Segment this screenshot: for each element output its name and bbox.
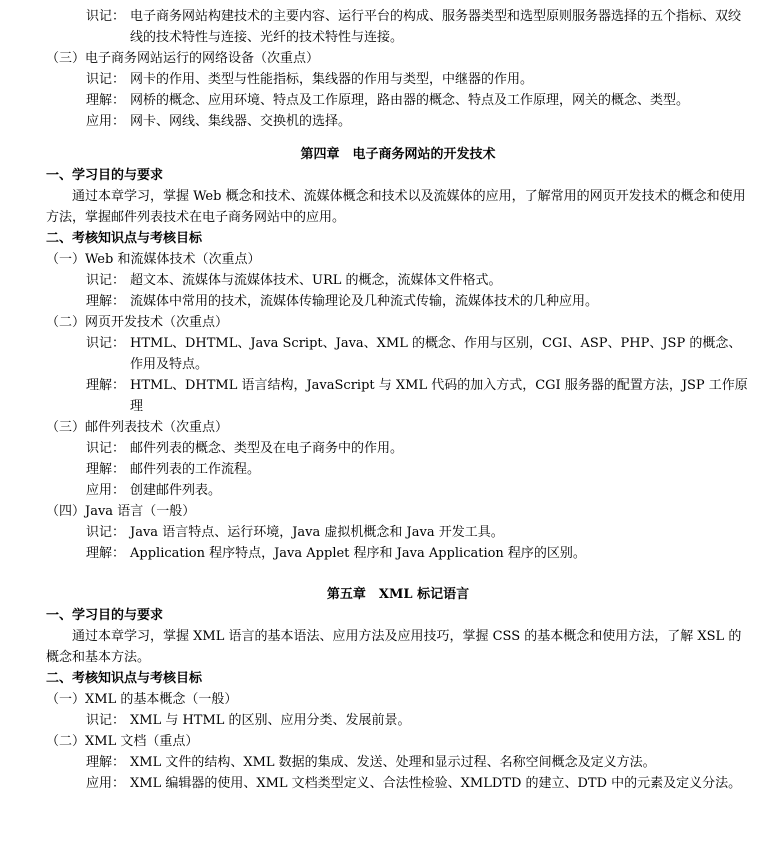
knowledge-item xyxy=(46,333,750,375)
item-label: 应用： xyxy=(86,483,126,498)
item-text: 网桥的概念、应用环境、特点及工作原理，路由器的概念、特点及工作原理，网关的概念、类型。 xyxy=(130,93,690,108)
item-text: 创建邮件列表。 xyxy=(130,483,222,498)
item-label: 理解： xyxy=(86,378,126,393)
item-label: 识记： xyxy=(86,273,126,288)
item-label: 应用： xyxy=(86,776,126,791)
item-text: Java 语言特点、运行环境，Java 虚拟机概念和 Java 开发工具。 xyxy=(130,525,504,540)
section-title: （三）电子商务网站运行的网络设备（次重点） xyxy=(46,51,320,66)
item-text: 超文本、流媒体与流媒体技术、URL 的概念，流媒体文件格式。 xyxy=(130,273,502,288)
paragraph: 通过本章学习，掌握 XML 语言的基本语法、应用方法及应用技巧，掌握 CSS 的基本概念和使用方法，了解 XSL 的概念和基本方法。 xyxy=(46,629,742,665)
knowledge-item xyxy=(46,270,750,291)
knowledge-item xyxy=(46,6,750,48)
knowledge-item xyxy=(46,710,750,731)
section-title: （一）Web 和流媒体技术（次重点） xyxy=(46,252,261,267)
knowledge-item xyxy=(46,438,750,459)
section-heading: 一、学习目的与要求 xyxy=(46,608,164,623)
knowledge-item xyxy=(46,375,750,417)
item-label: 识记： xyxy=(86,9,126,24)
document-page xyxy=(46,6,750,815)
item-label: 理解： xyxy=(86,93,126,108)
item-text: HTML、DHTML、Java Script、Java、XML 的概念、作用与区别，CGI、ASP、PHP、JSP 的概念、作用及特点。 xyxy=(130,336,742,372)
item-text: 邮件列表的概念、类型及在电子商务中的作用。 xyxy=(130,441,404,456)
item-label: 识记： xyxy=(86,336,126,351)
item-label: 识记： xyxy=(86,713,126,728)
section-heading: 二、考核知识点与考核目标 xyxy=(46,671,203,686)
item-label: 理解： xyxy=(86,294,126,309)
knowledge-item xyxy=(46,752,750,773)
knowledge-item xyxy=(46,90,750,111)
knowledge-item xyxy=(46,773,750,815)
knowledge-item xyxy=(46,111,750,132)
item-text: 邮件列表的工作流程。 xyxy=(130,462,261,477)
section-heading: 二、考核知识点与考核目标 xyxy=(46,231,203,246)
item-text: 网卡、网线、集线器、交换机的选择。 xyxy=(130,114,352,129)
section-title: （二）XML 文档（重点） xyxy=(46,734,199,749)
item-text: XML 与 HTML 的区别、应用分类、发展前景。 xyxy=(130,713,411,728)
item-text: 流媒体中常用的技术，流媒体传输理论及几种流式传输，流媒体技术的几种应用。 xyxy=(130,294,599,309)
item-text: HTML、DHTML 语言结构，JavaScript 与 XML 代码的加入方式，CGI 服务器的配置方法，JSP 工作原理 xyxy=(130,378,748,414)
section-title: （二）网页开发技术（次重点） xyxy=(46,315,229,330)
item-label: 理解： xyxy=(86,546,126,561)
knowledge-item xyxy=(46,543,750,564)
knowledge-item xyxy=(46,69,750,90)
section-title: （三）邮件列表技术（次重点） xyxy=(46,420,229,435)
item-label: 理解： xyxy=(86,755,126,770)
item-text: 网卡的作用、类型与性能指标，集线器的作用与类型，中继器的作用。 xyxy=(130,72,534,87)
item-label: 识记： xyxy=(86,441,126,456)
knowledge-item xyxy=(46,291,750,312)
knowledge-item xyxy=(46,459,750,480)
item-label: 理解： xyxy=(86,462,126,477)
chapter-title: 第五章 XML 标记语言 xyxy=(326,587,470,602)
item-text: XML 编辑器的使用、XML 文档类型定义、合法性检验、XMLDTD 的建立、DTD 中的元素及定义分法。 xyxy=(130,776,742,791)
section-title: （一）XML 的基本概念（一般） xyxy=(46,692,238,707)
section-title: （四）Java 语言（一般） xyxy=(46,504,196,519)
paragraph: 通过本章学习，掌握 Web 概念和技术、流媒体概念和技术以及流媒体的应用，了解常用的网页开发技术的概念和使用方法，掌握邮件列表技术在电子商务网站中的应用。 xyxy=(46,189,746,225)
section-heading: 一、学习目的与要求 xyxy=(46,168,164,183)
item-label: 识记： xyxy=(86,72,126,87)
item-label: 应用： xyxy=(86,114,126,129)
item-text: Application 程序特点，Java Applet 程序和 Java Application 程序的区别。 xyxy=(130,546,586,561)
knowledge-item xyxy=(46,480,750,501)
chapter-title: 第四章 电子商务网站的开发技术 xyxy=(300,147,496,162)
knowledge-item xyxy=(46,522,750,543)
item-text: 电子商务网站构建技术的主要内容、运行平台的构成、服务器类型和选型原则服务器选择的五个指标、双绞线的技术特性与连接、光纤的技术特性与连接。 xyxy=(130,9,742,45)
item-label: 识记： xyxy=(86,525,126,540)
item-text: XML 文件的结构、XML 数据的集成、发送、处理和显示过程、名称空间概念及定义方法。 xyxy=(130,755,656,770)
